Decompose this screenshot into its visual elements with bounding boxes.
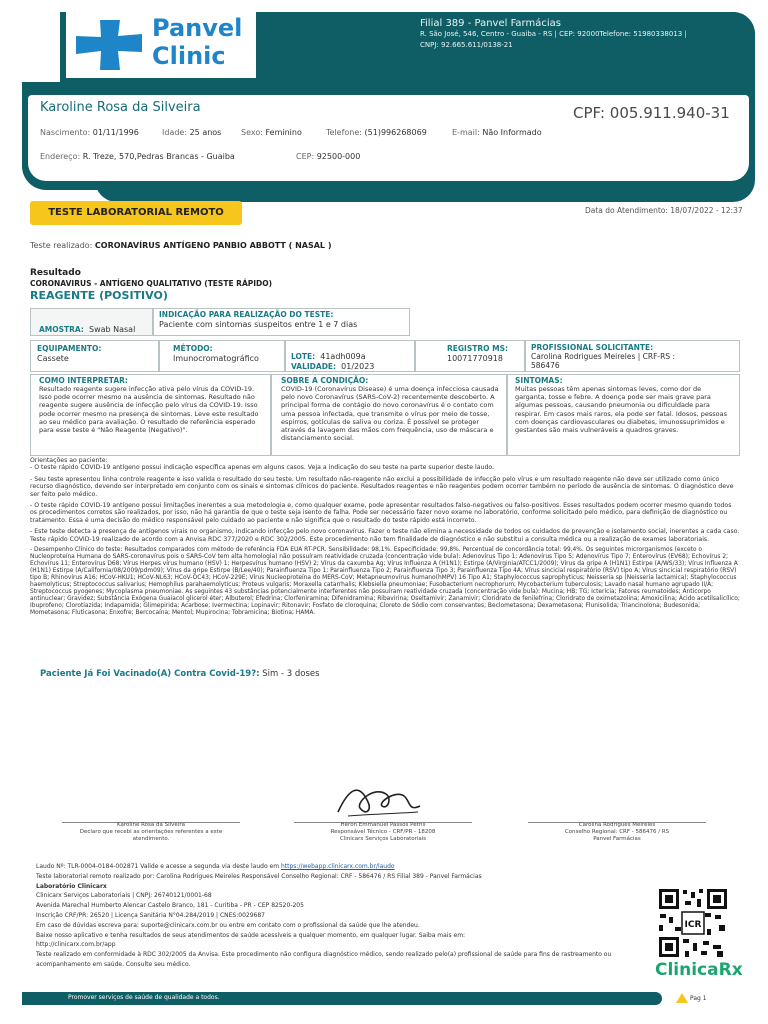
lote-label: LOTE: <box>291 352 316 361</box>
metodo-value: Imunocromatográfico <box>173 354 259 363</box>
laudo-text: Laudo Nº: TLR-0004-0184-002871 Valide e acesse a segunda via deste laudo em <box>36 863 280 870</box>
orientacoes-title: Orientações ao paciente: <box>30 457 108 464</box>
signature-farmaceutico-line3: Panvel Farmácias <box>593 836 641 842</box>
filial-cnpj: CNPJ: 92.665.611/0138-21 <box>420 41 513 49</box>
profissional-cell <box>524 340 740 372</box>
interpretar-text: Resultado reagente sugere infecção ativa pelo vírus da COVID-19. Isso pode ocorrer mesmo na ausência de sintomas. Resultado não reagente sugere ausência de infecção pelo vírus da COVID-19. Isso pode ocorrer mesmo na presença de sintomas. Leve este resultado ao seu médico para avaliação. O resultado de referência esperado para esse teste é "Não Reagente (Negativo)". <box>39 385 259 435</box>
signature-tecnico-name: Héron Emmanuel Passos Petris <box>340 822 426 828</box>
signature-patient <box>62 822 240 843</box>
data-atendimento: Data do Atendimento: 18/07/2022 - 12:37 <box>585 206 743 215</box>
registro-value: 10071770918 <box>447 354 503 363</box>
email-label: E-mail: <box>452 128 480 137</box>
sintomas-box <box>506 374 740 456</box>
lab-title: Laboratório Clinicarx <box>36 882 107 890</box>
sobre-condicao-box <box>270 374 508 456</box>
lote-value: 41adh009a <box>320 352 366 361</box>
signature-farmaceutico-line2: Conselho Regional: CRF - 586476 / RS <box>564 829 670 835</box>
telefone-value: (51)996268069 <box>364 128 427 137</box>
lab-line2: Avenida Marechal Humberto Alencar Castelo Branco, 181 - Curitiba - PR - CEP 82520-205 <box>36 902 304 910</box>
panvel-cross-icon <box>76 20 142 70</box>
patient-cpf: CPF: 005.911.940-31 <box>573 104 730 122</box>
sexo-value: Feminino <box>265 128 302 137</box>
signature-patient-line2: Declaro que recebi as orientações referentes a este <box>79 829 223 835</box>
signature-patient-line3: atendimento. <box>132 836 170 842</box>
sexo-label: Sexo: <box>241 128 263 137</box>
signature-scribble-icon <box>330 776 430 822</box>
duvidas-line: Em caso de dúvidas escreva para: suporte@clinicarx.com.br ou entre em contato com o profissional da saúde que lhe atendeu. <box>36 921 420 929</box>
vacina-label: Paciente Já Foi Vacinado(A) Contra Covid-19?: <box>40 669 260 679</box>
brand-panvel: Panvel <box>152 14 243 42</box>
amostra-label: AMOSTRA: <box>39 325 84 334</box>
como-interpretar-box <box>30 374 272 456</box>
vacina-value: Sim - 3 doses <box>262 669 320 679</box>
validade-value: 01/2023 <box>341 362 375 371</box>
filial-title: Filial 389 - Panvel Farmácias <box>420 18 561 29</box>
metodo-label: MÉTODO: <box>173 344 213 353</box>
indicacao-value: Paciente com sintomas suspeitos entre 1 e 7 dias <box>159 320 358 329</box>
idade <box>162 128 221 137</box>
brand-clinic: Clinic <box>152 42 226 70</box>
rdc-line: Teste realizado em conformidade à RDC 302/2005 da Anvisa. Este procedimento não configura diagnóstico médico, sendo realizado pelo(a) profissional de saúde para fins de rastreamento ou acompanhamento em saúde. Consulte seu médico. <box>36 951 612 968</box>
teste-value: CORONAVÍRUS ANTÍGENO PANBIO ABBOTT ( NASAL ) <box>94 241 332 250</box>
registro-cell <box>414 340 526 372</box>
page-triangle-icon <box>676 993 688 1003</box>
signature-farmaceutico <box>528 822 706 843</box>
idade-value: 25 anos <box>189 128 222 137</box>
nascimento <box>40 128 139 137</box>
filial-address: R. São José, 546, Centro - Guaiba - RS | CEP: 92000Telefone: 51980338013 | <box>420 30 687 38</box>
email <box>452 128 542 137</box>
orientacoes-p4: - Este teste detecta a presença de antígenos virais no organismo, indicando infecção pelo novo coronavírus. Fazer o teste não elimina a necessidade de todos os cuidados de prevenção e isolamento social, inerentes a cada caso. Teste rápido COVID-19 realizado de acordo com a Anvisa RDC 377/2020 e RDC 302/2005. Este procedimento não tem finalidade de diagnóstico e não substitui a consulta médica ou a realização de exames laboratoriais. <box>30 528 740 543</box>
orientacoes-p5: - Desempenho Clínico do teste: Resultados comparados com método de referência FDA EUA RT-PCR. Sensibilidade: 98,1%. Especificidade: 99,8%. Percentual de concordância total: 99,4%. Os seguintes microrganismos (exceto o Nucleoproteína Humana do SARS-coronavírus pois o SARS-CoV tem alta homologia) não possuíram reatividade cruzada (concentração vide bula): Adenovírus Tipo 1; Adenovírus Tipo 5; Adenovírus Tipo 7; Enterovírus (EV68); Echovírus 2; Echovírus 11; Enterovírus D68; Vírus Herpes vírus humano (HSV) 1; Herpesvírus humano (HSV) 2; Vírus da caxumba Ag; Vírus Influenza A (H1N1); Estirpe (A/Virginia/ATCC1/2009); Vírus da gripe A (H1N1) Estirpe (A/WS/33); Vírus Influenza A (H1N1) Estirpe (A/California/08/2009/pdm09); Vírus da gripe Estirpe (B/Lee/40); Parainfluenza Tipo 1; Parainfluenza Tipo 2; Parainfluenza Tipo 3; Parainfluenza Tipo 4A; Vírus sincicial respiratório (RSV) tipo A; Vírus sincicial respiratório (RSV) tipo B; Rhinovírus A16; HCoV-HKU1; HCoV-NL63; HCoV-OC43; HCoV-229E; Vírus Nucleoproteína do MERS-CoV; Metapneumovírus humano(hMPV) 16 Tipo A1; Staphylococcus saprophyticus; Neisseria sp (Neisseria lactamica); Staphylococcus haemolyticus; Streptococcus salivarius; Hemophilus parahaemolyticus; Proteus vulgaris; Moraxella catarrhalis; Klebsiella pneumoniae; Fusobacterium necrophorum; Mycobacterium tuberculosis; Lavado nasal humano agrupado II/A; Streptococcus pyogenes; Mycoplasma pneumoniae. As seguintes 43 substâncias potencialmente interferentes não possuíram reatividade cruzada (concentração vide bula): Mucina; HB; TG; Icterícia; Fatores reumatoides; Anticorpo antinuclear; Gravidez; Substância Exógena Guaiacol glicerol éter; Albuterol; Efedrina; Clorfeniramina; Difenidramina; Ribavirina; Oseltamivir; Zanamivir; Cloridrato de fenilefrina; Cloridrato de oximetazolina; Amoxicilina; Ácido acetilsalicílico; Ibuprofeno; Clorotiazida; Indapamida; Glimepirida; Acarbose; Ivermectina; Lopinavir; Ritonavir; Fosfato de cloroquina; Cloreto de Sódio com conservantes; Beclometasona; Dexametasona; Flunisolida; Triancinolona; Budesonida; Mometasona; Fluticasona; Enxofre; Bercocaína; Mentol; Mupirocina; Tobramicina; Biotina; HAMA. <box>30 547 740 617</box>
realizado-line: Teste laboratorial remoto realizado por: Carolina Rodrigues Meireles Responsável Conselho Regional: CRF - 586476 / RS Filial 389 - Panvel Farmácias <box>36 872 482 880</box>
telefone <box>326 128 427 137</box>
validade-label: VALIDADE: <box>291 362 337 371</box>
condicao-title: SOBRE A CONDIÇÃO: <box>281 376 369 385</box>
footer-info <box>36 862 616 970</box>
lab-line3: Inscrição CRF/PR: 26520 | Licença Sanitária N°04.284/2019 | CNES:0029687 <box>36 911 265 919</box>
lote-cell <box>284 340 416 372</box>
teste-realizado <box>30 241 331 250</box>
bottom-bar-text: Promover serviços de saúde de qualidade a todos. <box>68 994 220 1001</box>
sintomas-title: SINTOMAS: <box>515 376 563 385</box>
laudo-link[interactable]: https://webapp.clinicarx.com.br/laudo <box>280 863 395 870</box>
signature-tecnico-line2: Responsável Técnico - CRF/PR - 18208 <box>330 829 436 835</box>
signature-tecnico-line3: Clinicarx Serviços Laboratoriais <box>339 836 427 842</box>
lab-line1: Clinicarx Serviços Laboratoriais | CNPJ: 26740121/0001-68 <box>36 892 212 900</box>
page-number: Pag 1 <box>690 995 707 1002</box>
endereco <box>40 152 235 161</box>
qr-code-icon <box>657 887 729 959</box>
cep-value: 92500-000 <box>316 152 361 161</box>
email-value: Não Informado <box>482 128 542 137</box>
endereco-value: R. Treze, 570,Pedras Brancas - Guaiba <box>82 152 235 161</box>
teste-label: Teste realizado: <box>30 241 93 250</box>
clinicarx-logo: ClinicaRx <box>655 960 743 980</box>
equipamento-cell <box>30 340 160 372</box>
nascimento-value: 01/11/1996 <box>92 128 139 137</box>
svg-text:ICR: ICR <box>684 920 702 930</box>
profissional-value: Carolina Rodrigues Meireles | CRF-RS : 586476 <box>531 352 676 370</box>
laudo-line <box>36 862 616 872</box>
equipamento-value: Cassete <box>37 354 69 363</box>
app-line: Baixe nosso aplicativo e tenha resultados de seus atendimentos de saúde acessíveis a qualquer momento, em qualquer lugar. Saiba mais em: <box>36 931 466 939</box>
filial-info <box>420 18 750 51</box>
signature-tecnico <box>294 822 472 843</box>
indicacao-label: INDICAÇÃO PARA REALIZAÇÃO DO TESTE: <box>159 310 334 319</box>
interpretar-title: COMO INTERPRETAR: <box>39 376 128 385</box>
equipamento-label: EQUIPAMENTO: <box>37 344 102 353</box>
cep <box>296 152 360 161</box>
sexo <box>241 128 302 137</box>
endereco-label: Endereço: <box>40 152 81 161</box>
orientacoes-p1: - O teste rápido COVID-19 antígeno possui indicação específica apenas em alguns casos. Veja a indicação do seu teste na parte superior deste laudo. <box>30 464 495 472</box>
orientacoes-p2: - Seu teste apresentou linha controle reagente e isso valida o resultado do seu teste. Um resultado não-reagente não exclui a possibilidade de infecção pelo vírus e um resultado reagente não deve ser utilizado como único recurso diagnóstico, devendo ser interpretado em conjunto com os sinais e sintomas clínicos do paciente. Resultados reagentes e não reagentes podem ocorrer também no período de ausência de sintomas. O diagnóstico deve ser feito pelo médico. <box>30 475 734 498</box>
app-link[interactable]: http://clinicarx.com.br/app <box>36 941 116 949</box>
cep-label: CEP: <box>296 152 315 161</box>
metodo-cell <box>158 340 286 372</box>
resultado-subtitle: CORONAVIRUS - ANTÍGENO QUALITATIVO (TESTE RÁPIDO) <box>30 279 273 288</box>
vacina-line <box>40 669 320 679</box>
orientacoes-p3: - O teste rápido COVID-19 antígeno possui limitações inerentes a sua metodologia e, como qualquer exame, pode apresentar resultados falso-negativos ou falso-positivos. Esses resultados podem ocorrer mesmo quando todos os procedimentos corretos são realizados, por isso, não há garantia de que o teste seja isento de falha. Pode ser necessário fazer novo exame no laboratório, conforme solicitado pelo médico, para definição de diagnóstico ou tratamento. Essa é uma decisão do médico responsável pelo cuidado ao paciente e não significa que o resultado do teste rápido está incorreto. <box>30 502 732 524</box>
signature-farmaceutico-name: Carolina Rodrigues Meireles <box>578 822 656 828</box>
teste-remoto-badge: TESTE LABORATORIAL REMOTO <box>30 201 242 225</box>
indicacao-cell <box>152 308 410 336</box>
amostra-cell <box>30 308 154 336</box>
idade-label: Idade: <box>162 128 188 137</box>
registro-label: REGISTRO MS: <box>447 344 508 353</box>
patient-name: Karoline Rosa da Silveira <box>40 100 201 115</box>
orientacoes <box>30 457 740 621</box>
amostra-value: Swab Nasal <box>88 325 136 334</box>
condicao-text: COVID-19 (Coronavírus Disease) é uma doença infecciosa causada pelo novo Coronavírus (SARS-CoV-2) recentemente descoberto. A principal forma de contágio do novo coronavírus é o contato com uma pessoa infectada, que transmite o vírus por meio de tosse, espirros, gotículas de saliva ou coriza. É possível se proteger através da lavagem das mãos com frequência, uso de máscara e distanciamento social. <box>281 385 499 443</box>
sintomas-text: Muitas pessoas têm apenas sintomas leves, como dor de garganta, tosse e febre. A doença pode ser mais grave para algumas pessoas, causando pneumonia ou dificuldade para respirar. Em casos mais raros, ela pode ser fatal. Idosos, pessoas com doenças cardiovasculares ou diabetes, imunossuprimidos e gestantes são mais vulneráveis a quadros graves. <box>515 385 728 435</box>
nascimento-label: Nascimento: <box>40 128 91 137</box>
resultado-value: REAGENTE (POSITIVO) <box>30 289 168 302</box>
telefone-label: Telefone: <box>326 128 362 137</box>
profissional-label: PROFISSIONAL SOLICITANTE: <box>531 343 654 352</box>
signature-patient-name: Karoline Rosa da Silveira <box>117 822 185 828</box>
resultado-title: Resultado <box>30 268 81 278</box>
